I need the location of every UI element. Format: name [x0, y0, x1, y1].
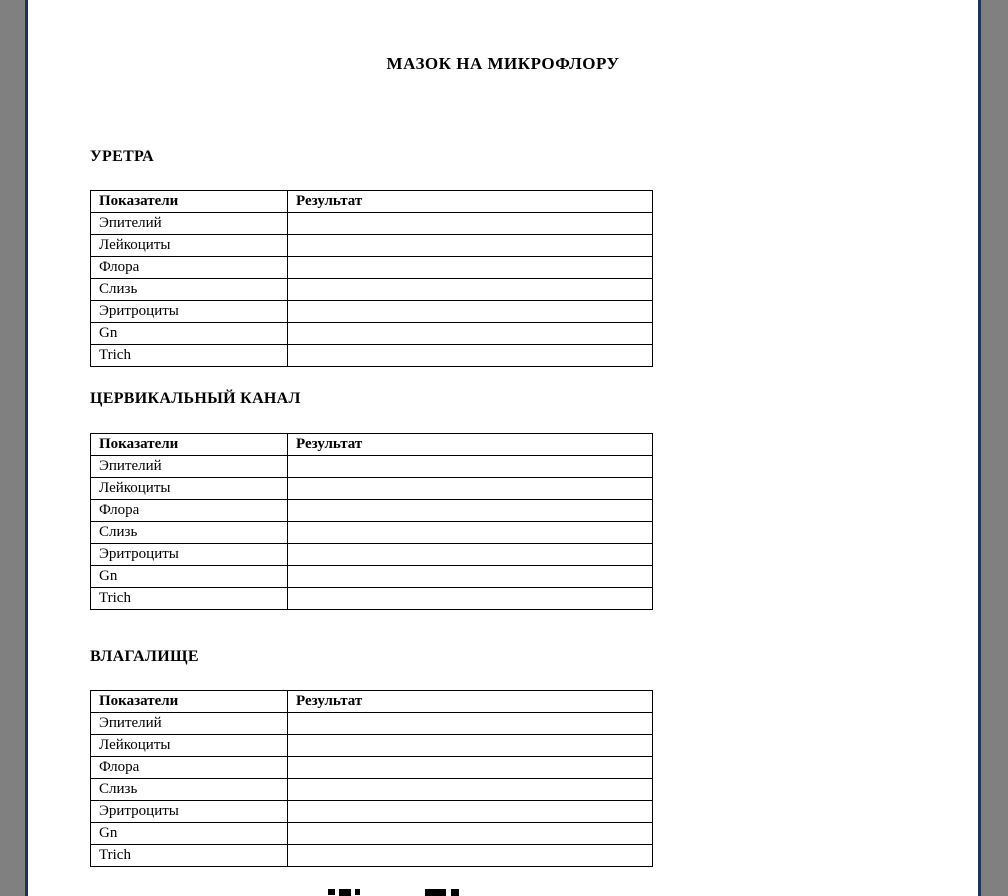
indicator-cell: Trich: [91, 845, 288, 867]
indicator-cell: Эритроциты: [91, 801, 288, 823]
indicator-cell: Слизь: [91, 279, 288, 301]
result-cell[interactable]: [288, 823, 653, 845]
indicator-cell: Лейкоциты: [91, 235, 288, 257]
indicator-cell: Trich: [91, 345, 288, 367]
indicator-cell: Gn: [91, 823, 288, 845]
indicator-cell: Trich: [91, 588, 288, 610]
indicator-cell: Флора: [91, 757, 288, 779]
result-cell[interactable]: [288, 301, 653, 323]
document-page[interactable]: [25, 0, 981, 896]
result-cell[interactable]: [288, 345, 653, 367]
table-row: [91, 213, 653, 235]
table-row: [91, 235, 653, 257]
result-cell[interactable]: [288, 478, 653, 500]
document-title: МАЗОК НА МИКРОФЛОРУ: [386, 54, 620, 73]
indicator-cell: Эритроциты: [91, 301, 288, 323]
result-cell[interactable]: [288, 544, 653, 566]
result-cell[interactable]: [288, 257, 653, 279]
table-row: [91, 279, 653, 301]
indicator-cell: Флора: [91, 500, 288, 522]
indicator-cell: Слизь: [91, 522, 288, 544]
table-header-row: [91, 191, 653, 213]
result-cell[interactable]: [288, 713, 653, 735]
result-cell[interactable]: [288, 522, 653, 544]
indicator-cell: Эпителий: [91, 713, 288, 735]
result-cell[interactable]: [288, 235, 653, 257]
column-header-indicators: Показатели: [91, 191, 288, 213]
column-header-indicators: Показатели: [91, 691, 288, 713]
table-row: [91, 301, 653, 323]
result-cell[interactable]: [288, 588, 653, 610]
indicator-cell: Gn: [91, 566, 288, 588]
column-header-result: Результат: [288, 691, 653, 713]
table-row: [91, 500, 653, 522]
indicator-cell: Лейкоциты: [91, 735, 288, 757]
column-header-indicators: Показатели: [91, 434, 288, 456]
result-cell[interactable]: [288, 566, 653, 588]
indicator-cell: Эпителий: [91, 456, 288, 478]
table-row: [91, 845, 653, 867]
indicator-cell: Эпителий: [91, 213, 288, 235]
result-cell[interactable]: [288, 500, 653, 522]
table-row: [91, 713, 653, 735]
indicator-cell: Gn: [91, 323, 288, 345]
table-row: [91, 735, 653, 757]
section-heading-vlagalishche: ВЛАГАЛИЩЕ: [90, 648, 199, 665]
result-cell[interactable]: [288, 845, 653, 867]
result-cell[interactable]: [288, 323, 653, 345]
result-cell[interactable]: [288, 279, 653, 301]
table-row: [91, 522, 653, 544]
table-row: [91, 544, 653, 566]
table-row: [91, 757, 653, 779]
indicator-cell: Слизь: [91, 779, 288, 801]
table-row: [91, 779, 653, 801]
section-heading-uretra: УРЕТРА: [90, 148, 154, 165]
table-row: [91, 588, 653, 610]
result-cell[interactable]: [288, 757, 653, 779]
column-header-result: Результат: [288, 191, 653, 213]
result-cell[interactable]: [288, 801, 653, 823]
table-row: [91, 345, 653, 367]
table-header-row: [91, 434, 653, 456]
vlagalishche-table: [90, 690, 653, 867]
indicator-cell: Лейкоциты: [91, 478, 288, 500]
table-header-row: [91, 691, 653, 713]
indicator-cell: Флора: [91, 257, 288, 279]
result-cell[interactable]: [288, 735, 653, 757]
cervical-canal-table: [90, 433, 653, 610]
table-row: [91, 257, 653, 279]
table-row: [91, 456, 653, 478]
result-cell[interactable]: [288, 456, 653, 478]
result-cell[interactable]: [288, 213, 653, 235]
table-row: [91, 323, 653, 345]
table-row: [91, 478, 653, 500]
indicator-cell: Эритроциты: [91, 544, 288, 566]
table-row: [91, 566, 653, 588]
column-header-result: Результат: [288, 434, 653, 456]
result-cell[interactable]: [288, 779, 653, 801]
table-row: [91, 801, 653, 823]
section-heading-cervical-canal: ЦЕРВИКАЛЬНЫЙ КАНАЛ: [90, 390, 301, 407]
table-row: [91, 823, 653, 845]
uretra-table: [90, 190, 653, 367]
